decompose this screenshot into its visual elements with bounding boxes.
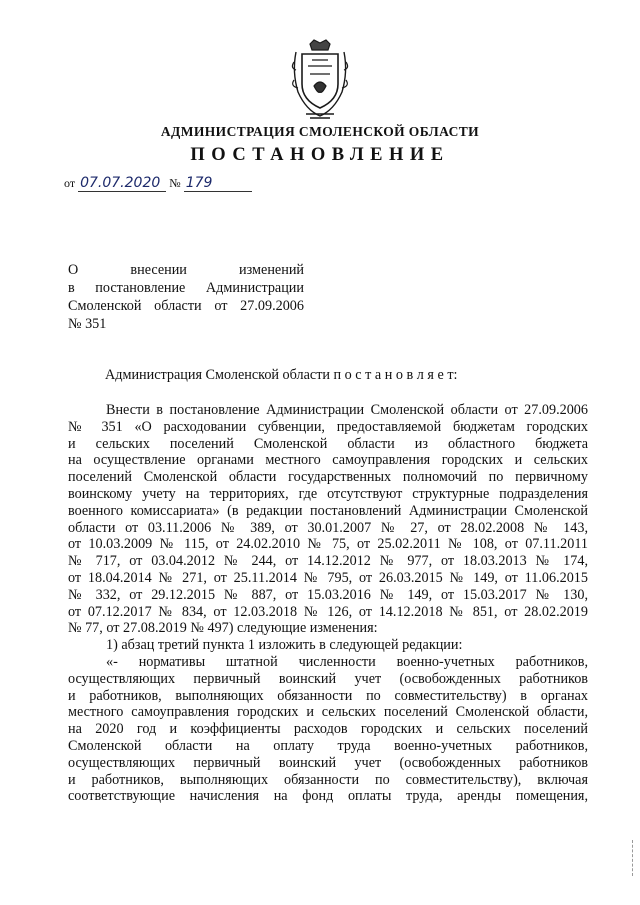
body-line: осуществляющих первичный воинский учет (освобожденных работников xyxy=(68,670,588,687)
body-line: от 10.03.2009 № 115, от 24.02.2010 № 75, от 25.02.2011 № 108, от 07.11.2011 xyxy=(68,536,588,553)
body-line: соответствующие начисления на фонд оплаты труда, аренды помещения, xyxy=(68,788,588,805)
body-line: военного комиссариата» (в редакции постановлений Администрации Смоленской xyxy=(68,502,588,519)
body-line: № 77, от 27.08.2019 № 497) следующие изменения: xyxy=(68,620,378,637)
body-line: № 351 «О расходовании субвенции, предоставляемой бюджетам городских xyxy=(68,418,588,435)
body-line: «- нормативы штатной численности военно-учетных работников, xyxy=(106,653,588,670)
body-line: Смоленской области на оплату труда военно-учетных работников, xyxy=(68,737,588,754)
body-line: области от 03.11.2006 № 389, от 30.01.2007 № 27, от 28.02.2008 № 143, xyxy=(68,519,588,536)
number-prefix: № xyxy=(169,176,181,190)
body-line: и сельских поселений Смоленской области из областного бюджета xyxy=(68,435,588,452)
scan-artifact-mark xyxy=(632,840,634,876)
subject-line: в постановление Администрации xyxy=(68,280,304,296)
body-text xyxy=(68,402,588,805)
body-line: и работников, выполняющих обязанности по совместительству) в органах xyxy=(68,687,588,704)
organization-name: АДМИНИСТРАЦИЯ СМОЛЕНСКОЙ ОБЛАСТИ xyxy=(160,124,480,139)
body-line: и работников, выполняющих обязанности по совместительству), включая xyxy=(68,771,588,788)
body-line: № 717, от 03.04.2012 № 244, от 14.12.2012 № 977, от 18.03.2013 № 174, xyxy=(68,553,588,570)
preamble: Администрация Смоленской области п о с т а н о в л я е т: xyxy=(105,367,458,383)
body-line: от 18.04.2014 № 271, от 25.11.2014 № 795, от 26.03.2015 № 149, от 11.06.2015 xyxy=(68,569,588,586)
date-value: 07.07.2020 xyxy=(78,175,166,192)
body-line: местного самоуправления городских и сельских поселений Смоленской области, xyxy=(68,704,588,721)
date-number-line xyxy=(64,175,252,192)
body-line: от 07.12.2017 № 834, от 12.03.2018 № 126, от 14.12.2018 № 851, от 28.02.2019 xyxy=(68,603,588,620)
number-value: 179 xyxy=(184,175,252,192)
document-type-title: ПОСТАНОВЛЕНИЕ xyxy=(190,145,450,165)
date-prefix: от xyxy=(64,176,76,190)
body-line: поселений Смоленской области государственных полномочий по первичному xyxy=(68,469,588,486)
body-line: осуществляющих первичный воинский учет (освобожденных работников xyxy=(68,754,588,771)
subject-line: О внесении изменений xyxy=(68,262,304,278)
body-line: 1) абзац третий пункта 1 изложить в следующей редакции: xyxy=(106,637,463,654)
body-line: воинскому учету на территориях, где отсутствуют структурные подразделения xyxy=(68,485,588,502)
body-line: Внести в постановление Администрации Смоленской области от 27.09.2006 xyxy=(106,402,588,418)
body-line: на осуществление органами местного самоуправления городских и сельских xyxy=(68,452,588,469)
subject-line: № 351 xyxy=(68,316,107,332)
subject-block xyxy=(68,261,304,333)
body-line: на 2020 год и коэффициенты расходов городских и сельских поселений xyxy=(68,721,588,738)
coat-of-arms-emblem xyxy=(288,38,352,122)
subject-line: Смоленской области от 27.09.2006 xyxy=(68,298,304,314)
body-line: № 332, от 29.12.2015 № 887, от 15.03.2016 № 149, от 15.03.2017 № 130, xyxy=(68,586,588,603)
